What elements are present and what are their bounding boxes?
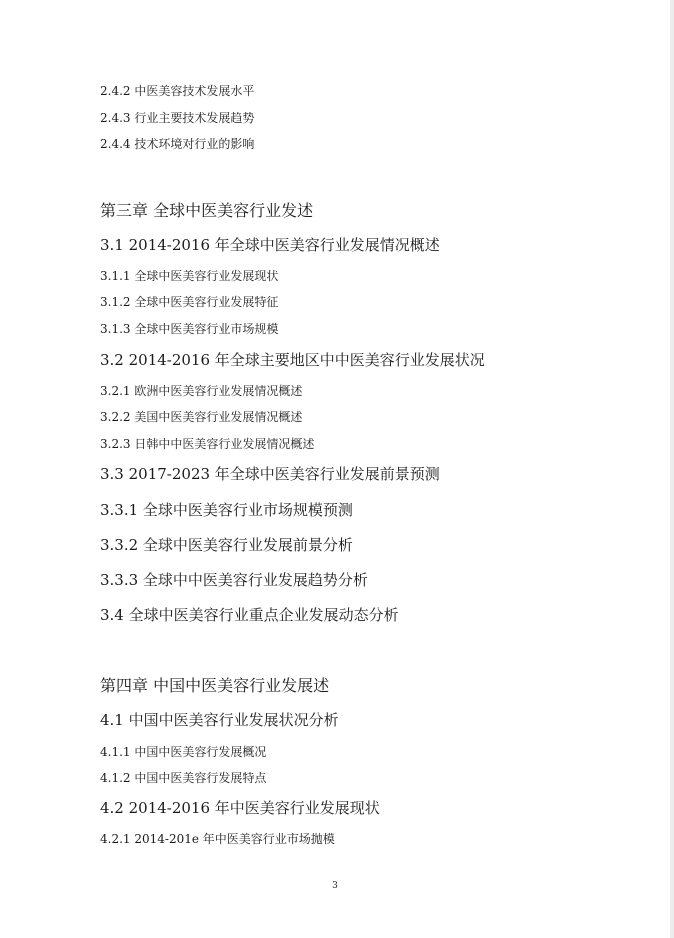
toc-entry-3-3-2: 3.3.2 全球中医美容行业发展前景分析 xyxy=(100,536,353,554)
toc-entry-2-4-2: 2.4.2 中医美容技术发展水平 xyxy=(100,84,255,98)
toc-entry-2-4-4: 2.4.4 技术环境对行业的影响 xyxy=(100,137,255,151)
toc-entry-3-2-2: 3.2.2 美国中医美容行业发展情况概述 xyxy=(100,410,303,424)
toc-section-3-3: 3.3 2017-2023 年全球中医美容行业发展前景预测 xyxy=(100,465,440,483)
toc-entry-4-1-2: 4.1.2 中国中医美容行发展特点 xyxy=(100,771,267,785)
page-number: 3 xyxy=(332,881,338,891)
toc-section-3-4: 3.4 全球中医美容行业重点企业发展动态分析 xyxy=(100,606,399,624)
toc-entry-3-1-1: 3.1.1 全球中医美容行业发展现状 xyxy=(100,269,279,283)
toc-entry-4-2-1: 4.2.1 2014-201e 年中医美容行业市场拋模 xyxy=(100,832,335,846)
toc-section-4-2: 4.2 2014-2016 年中医美容行业发展现状 xyxy=(100,799,380,817)
toc-entry-3-1-3: 3.1.3 全球中医美容行业市场规模 xyxy=(100,322,279,336)
toc-entry-4-1-1: 4.1.1 中国中医美容行发展概况 xyxy=(100,745,267,759)
toc-section-4-1: 4.1 中国中医美容行业发展状况分析 xyxy=(100,711,339,729)
toc-section-3-2: 3.2 2014-2016 年全球主要地区中中医美容行业发展状况 xyxy=(100,351,485,369)
toc-entry-3-2-1: 3.2.1 欧洲中医美容行业发展情况概述 xyxy=(100,384,303,398)
toc-entry-3-3-1: 3.3.1 全球中医美容行业市场规模预测 xyxy=(100,501,353,519)
toc-entry-3-3-3: 3.3.3 全球中中医美容行业发展趋势分析 xyxy=(100,571,368,589)
toc-chapter-3: 第三章 全球中医美容行业发述 xyxy=(100,201,314,220)
toc-section-3-1: 3.1 2014-2016 年全球中医美容行业发展情况概述 xyxy=(100,236,440,254)
toc-chapter-4: 第四章 中国中医美容行业发展述 xyxy=(100,676,330,695)
toc-entry-3-1-2: 3.1.2 全球中医美容行业发展特征 xyxy=(100,295,279,309)
toc-entry-3-2-3: 3.2.3 日韩中中医美容行业发展情况概述 xyxy=(100,437,315,451)
toc-entry-2-4-3: 2.4.3 行业主要技术发展趋势 xyxy=(100,111,255,125)
page-edge xyxy=(670,0,674,938)
